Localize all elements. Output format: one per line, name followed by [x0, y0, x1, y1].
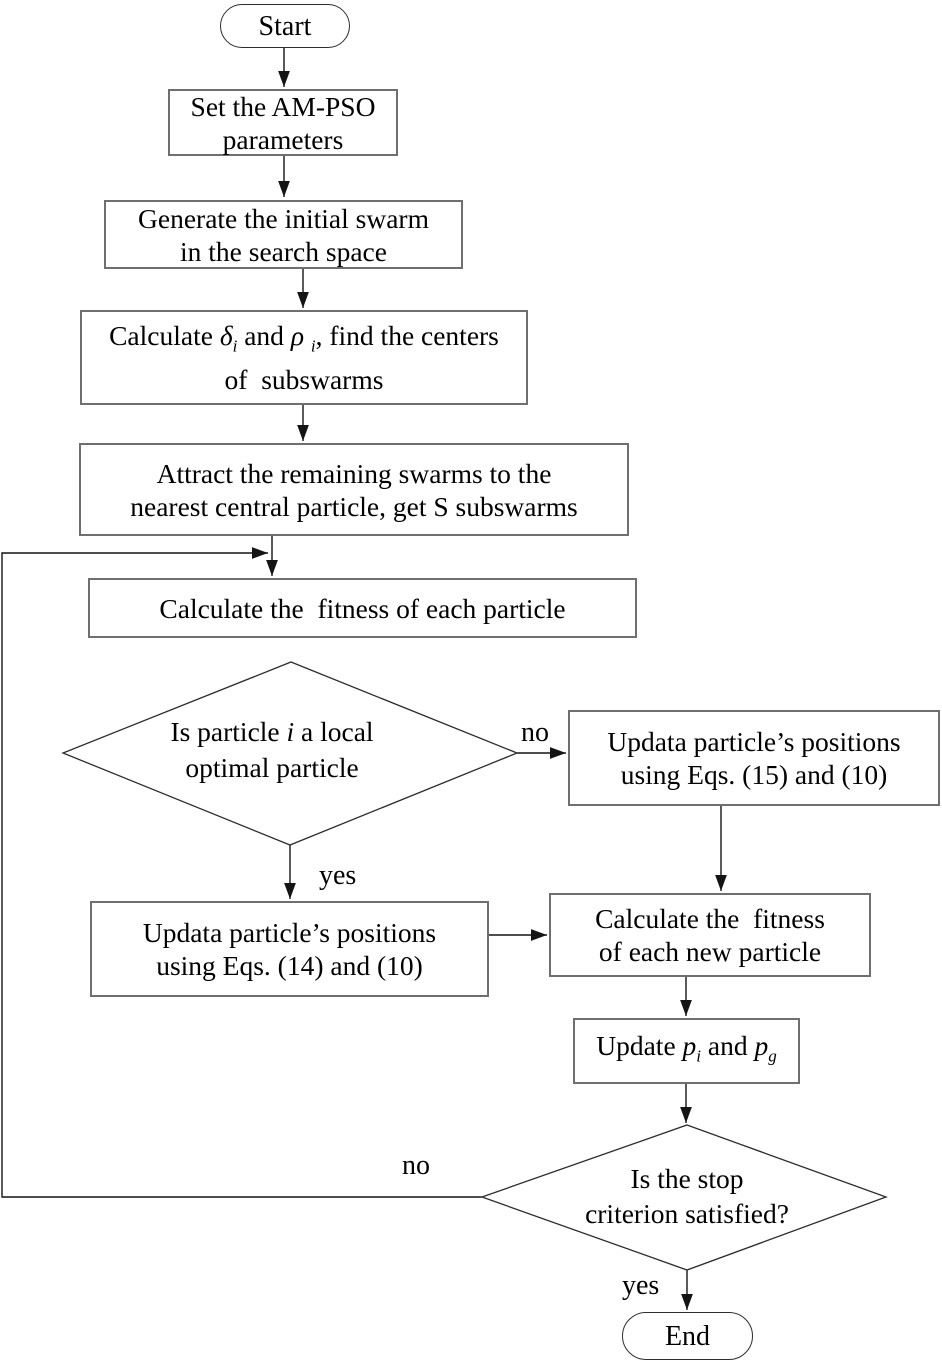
branch-label-no-local: no — [521, 717, 549, 748]
process-set-params-label: Set the AM-PSO parameters — [190, 90, 376, 155]
process-calc-centers — [80, 310, 528, 405]
process-update-pbest — [573, 1018, 800, 1084]
terminal-start — [220, 4, 350, 48]
process-calc-fitness — [88, 578, 637, 638]
process-calc-new-fitness — [549, 893, 871, 977]
branch-label-yes-end: yes — [622, 1270, 660, 1301]
process-update-eq15-label: Updata particle’s positions using Eqs. (15) and (10) — [607, 726, 901, 790]
process-calc-centers-label: Calculate $\delta_i$ and ρ $_i$, find the centers of subswarms — [109, 320, 499, 395]
branch-label-yes-local: yes — [319, 860, 357, 891]
process-set-params — [168, 89, 398, 156]
decision-local-optimal-label: Is particle i a local optimal particle — [170, 716, 374, 783]
process-generate-swarm-label: Generate the initial swarm in the search space — [138, 202, 429, 267]
process-update-eq14 — [90, 901, 489, 997]
process-generate-swarm — [104, 200, 463, 269]
process-update-eq14-label: Updata particle’s positions using Eqs. (14) and (10) — [142, 917, 437, 981]
process-attract-subswarms — [79, 443, 629, 536]
terminal-end — [622, 1312, 753, 1360]
terminal-end-label: End — [664, 1320, 711, 1352]
process-calc-fitness-label: Calculate the fitness of each particle — [159, 592, 566, 624]
branch-label-no-loop: no — [402, 1150, 430, 1181]
process-update-eq15 — [568, 710, 940, 806]
process-calc-new-fitness-label: Calculate the fitness of each new particle — [595, 903, 825, 967]
process-update-pbest-label: Update $p_i$ and $p_g$ — [596, 1030, 777, 1066]
terminal-start-label: Start — [258, 10, 312, 42]
decision-stop-criterion-label: Is the stop criterion satisfied? — [585, 1163, 789, 1229]
arrow-stop-no-loop — [2, 553, 482, 1197]
process-attract-subswarms-label: Attract the remaining swarms to the nearest central particle, get S subswarms — [130, 457, 578, 522]
